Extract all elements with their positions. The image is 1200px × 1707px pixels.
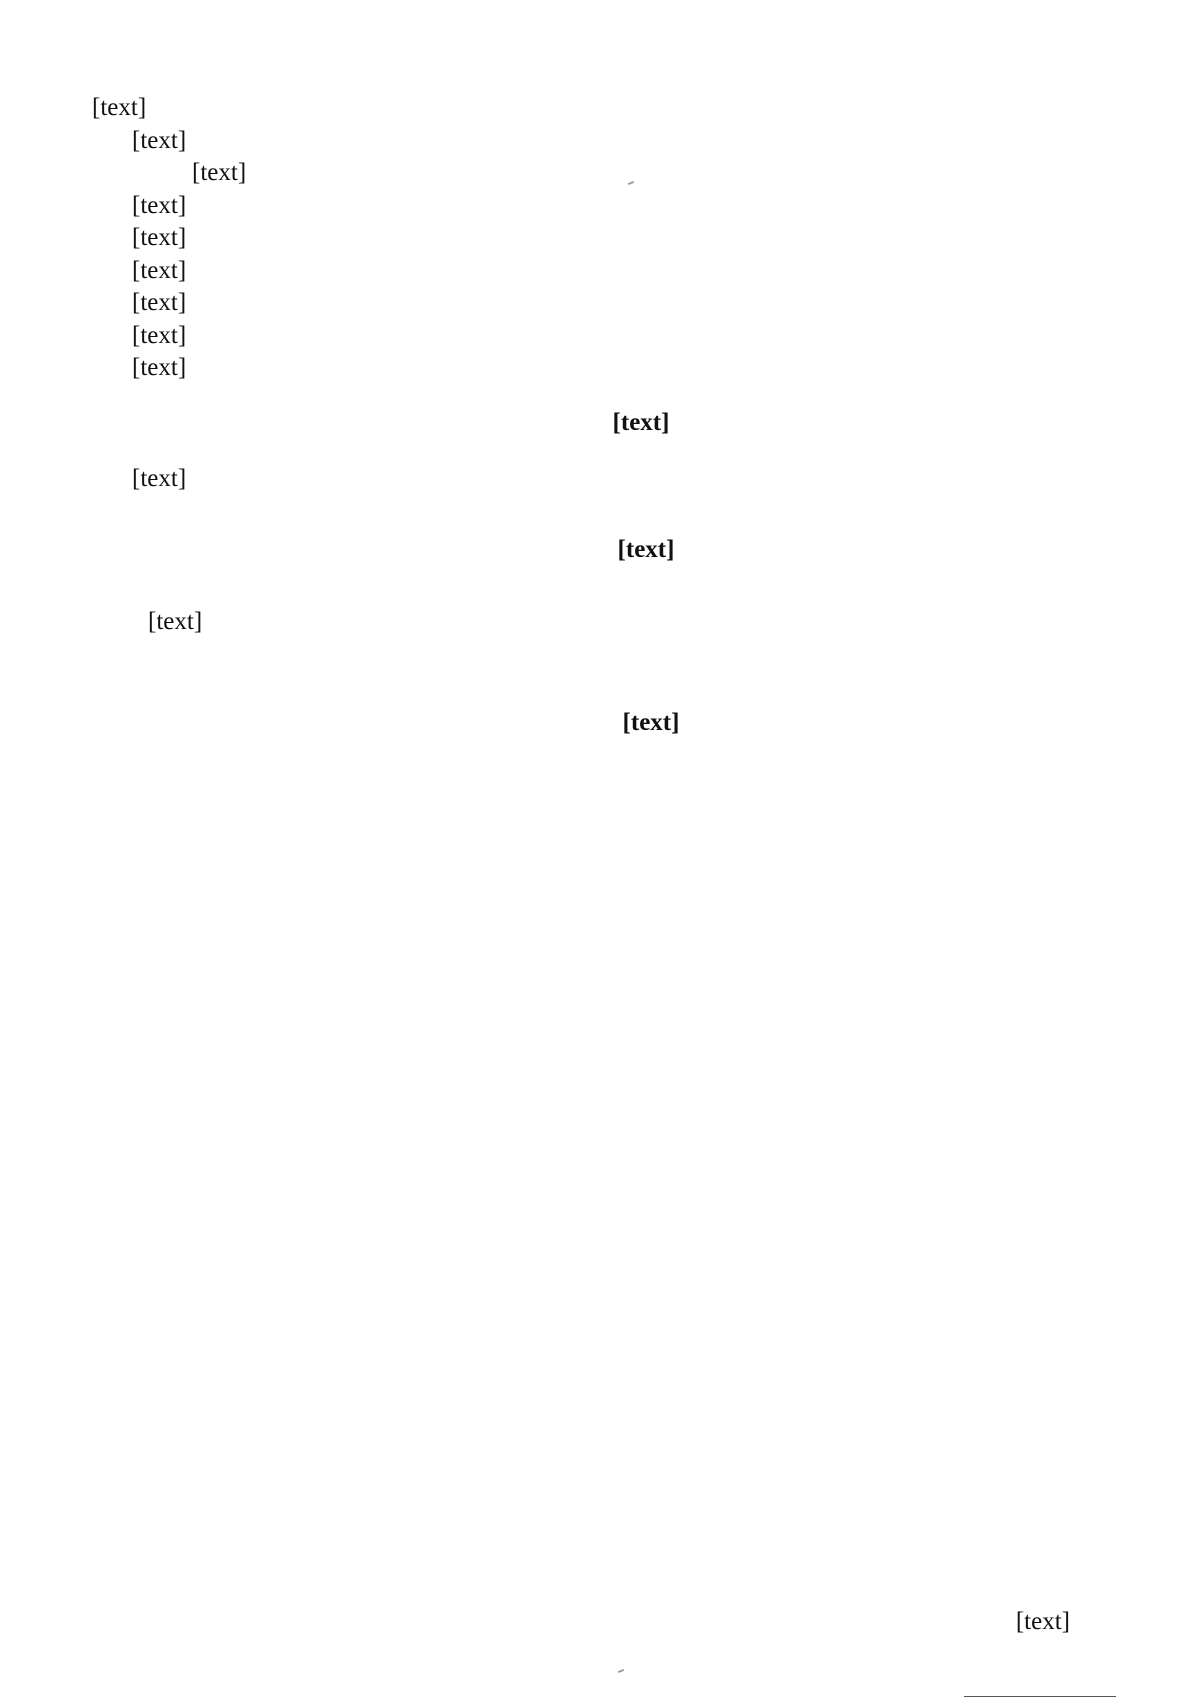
page-number: [text] bbox=[1015, 1608, 1070, 1635]
footer-rule bbox=[964, 1696, 1116, 1697]
paragraph-requests: [text] bbox=[132, 465, 187, 492]
scan-artifact bbox=[618, 1669, 624, 1673]
section-heading-3-3-9: [text] bbox=[617, 535, 675, 563]
list-item-authority: [text] bbox=[132, 224, 187, 251]
section-heading-3-3-10: [text] bbox=[622, 708, 680, 736]
paragraph-3-3-7-7: [text] bbox=[132, 289, 187, 316]
paragraph-continuation: [text] bbox=[92, 94, 147, 121]
list-item-identity: [text] bbox=[132, 191, 187, 219]
paragraph-3-3-7-6: [text] bbox=[192, 159, 247, 186]
paragraph-3-3-7-5: [text] bbox=[132, 126, 187, 154]
list-item-signature: [text] bbox=[132, 256, 187, 284]
body-text-bottom bbox=[92, 606, 1070, 639]
paragraph-suspension-grounds: [text] bbox=[148, 608, 203, 635]
paragraph-3-3-7-9: [text] bbox=[132, 354, 187, 381]
body-text-mid bbox=[92, 463, 1070, 496]
section-heading-3-3-8: [text] bbox=[612, 408, 670, 436]
body-text-top bbox=[92, 92, 1070, 385]
paragraph-3-3-7-8: [text] bbox=[132, 321, 187, 349]
